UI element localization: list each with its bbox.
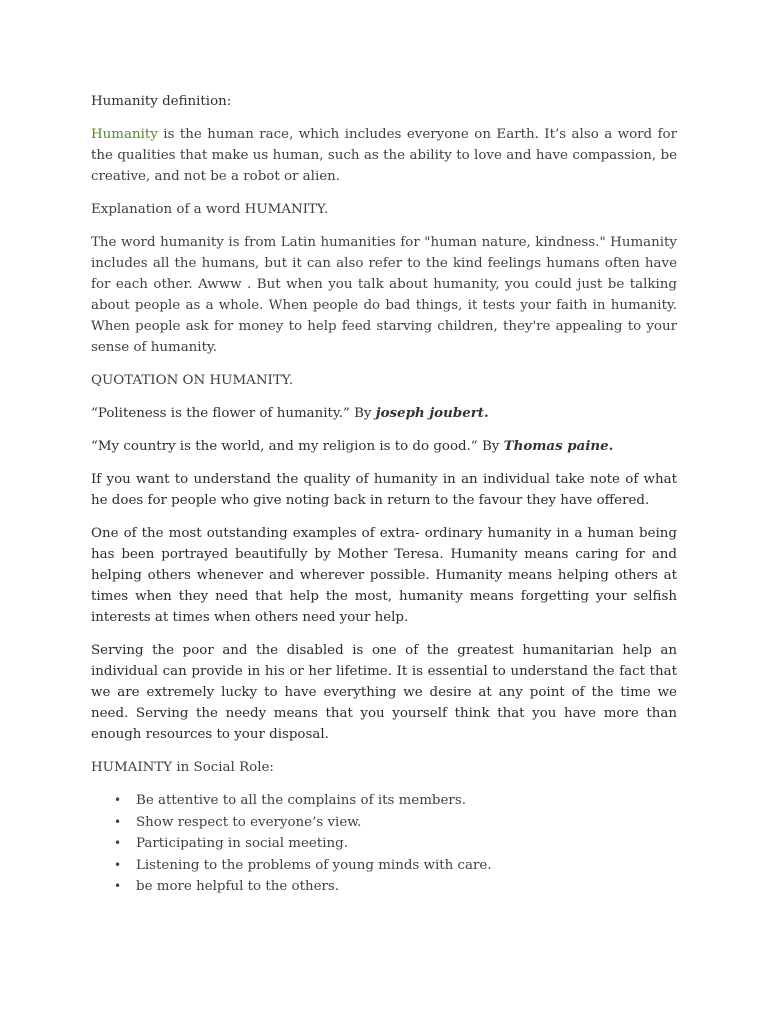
quote-1 xyxy=(91,403,677,424)
bullet-icon: • xyxy=(114,857,122,872)
body-paragraph-3: Serving the poor and the disabled is one of the greatest humanitarian help an individual can provide in his or her lifetime. It is essential to understand the fact that we are extremely lucky to have everything we desire at any point of the time we need. Serving the needy means that you yourself think that you have more than enough resources to your disposal. xyxy=(91,643,677,742)
list-item xyxy=(91,855,677,877)
bullet-icon: • xyxy=(114,836,122,851)
quote-2-author: Thomas paine. xyxy=(503,438,614,454)
social-role-list xyxy=(91,790,677,898)
quote-1-text: “Politeness is the flower of humanity.” By xyxy=(91,406,376,421)
list-item-text: Participating in social meeting. xyxy=(136,836,348,852)
list-item-text: be more helpful to the others. xyxy=(136,879,340,895)
list-item xyxy=(91,790,677,812)
bullet-icon: • xyxy=(114,814,122,829)
list-item-text: Show respect to everyone’s view. xyxy=(136,814,362,830)
list-item xyxy=(91,876,677,898)
list-item-text: Be attentive to all the complains of its members. xyxy=(136,793,466,808)
body-paragraph-2: One of the most outstanding examples of extra- ordinary humanity in a human being has been portrayed beautifully by Mother Teresa. Humanity means caring for and helping others whenever and wherever possible. Humanity means helping others at times when they need that help the most, humanity means forgetting your selfish interests at times when others need your help. xyxy=(91,526,677,625)
definition-term: Humanity xyxy=(91,127,158,142)
list-item xyxy=(91,812,677,834)
definition-paragraph xyxy=(91,124,677,187)
quotation-heading: QUOTATION ON HUMANITY. xyxy=(91,373,294,388)
definition-text: is the human race, which includes everyone on Earth. It’s also a word for the qualities that make us human, such as the ability to love and have compassion, be creative, and not be a robot or alien. xyxy=(91,127,677,184)
explanation-paragraph: The word humanity is from Latin humanities for "human nature, kindness." Humanity includes all the humans, but it can also refer to the kind feelings humans often have for each other. Awww . But when you talk about humanity, you could just be talking about people as a whole. When people do bad things, it tests your faith in humanity. When people ask for money to help feed starving children, they're appealing to your sense of humanity. xyxy=(91,235,677,355)
quote-2 xyxy=(91,436,677,457)
document-page xyxy=(91,91,677,898)
list-item-text: Listening to the problems of young minds with care. xyxy=(136,857,492,873)
social-role-heading: HUMAINTY in Social Role: xyxy=(91,760,274,775)
body-paragraph-1: If you want to understand the quality of humanity in an individual take note of what he does for people who give noting back in return to the favour they have offered. xyxy=(91,472,677,508)
quote-1-author: joseph joubert. xyxy=(375,405,489,421)
list-item xyxy=(91,833,677,855)
explanation-heading: Explanation of a word HUMANITY. xyxy=(91,202,329,217)
quote-2-text: “My country is the world, and my religion is to do good.” By xyxy=(91,439,504,454)
bullet-icon: • xyxy=(114,793,122,807)
page-title: Humanity definition: xyxy=(91,94,232,109)
bullet-icon: • xyxy=(114,879,122,894)
